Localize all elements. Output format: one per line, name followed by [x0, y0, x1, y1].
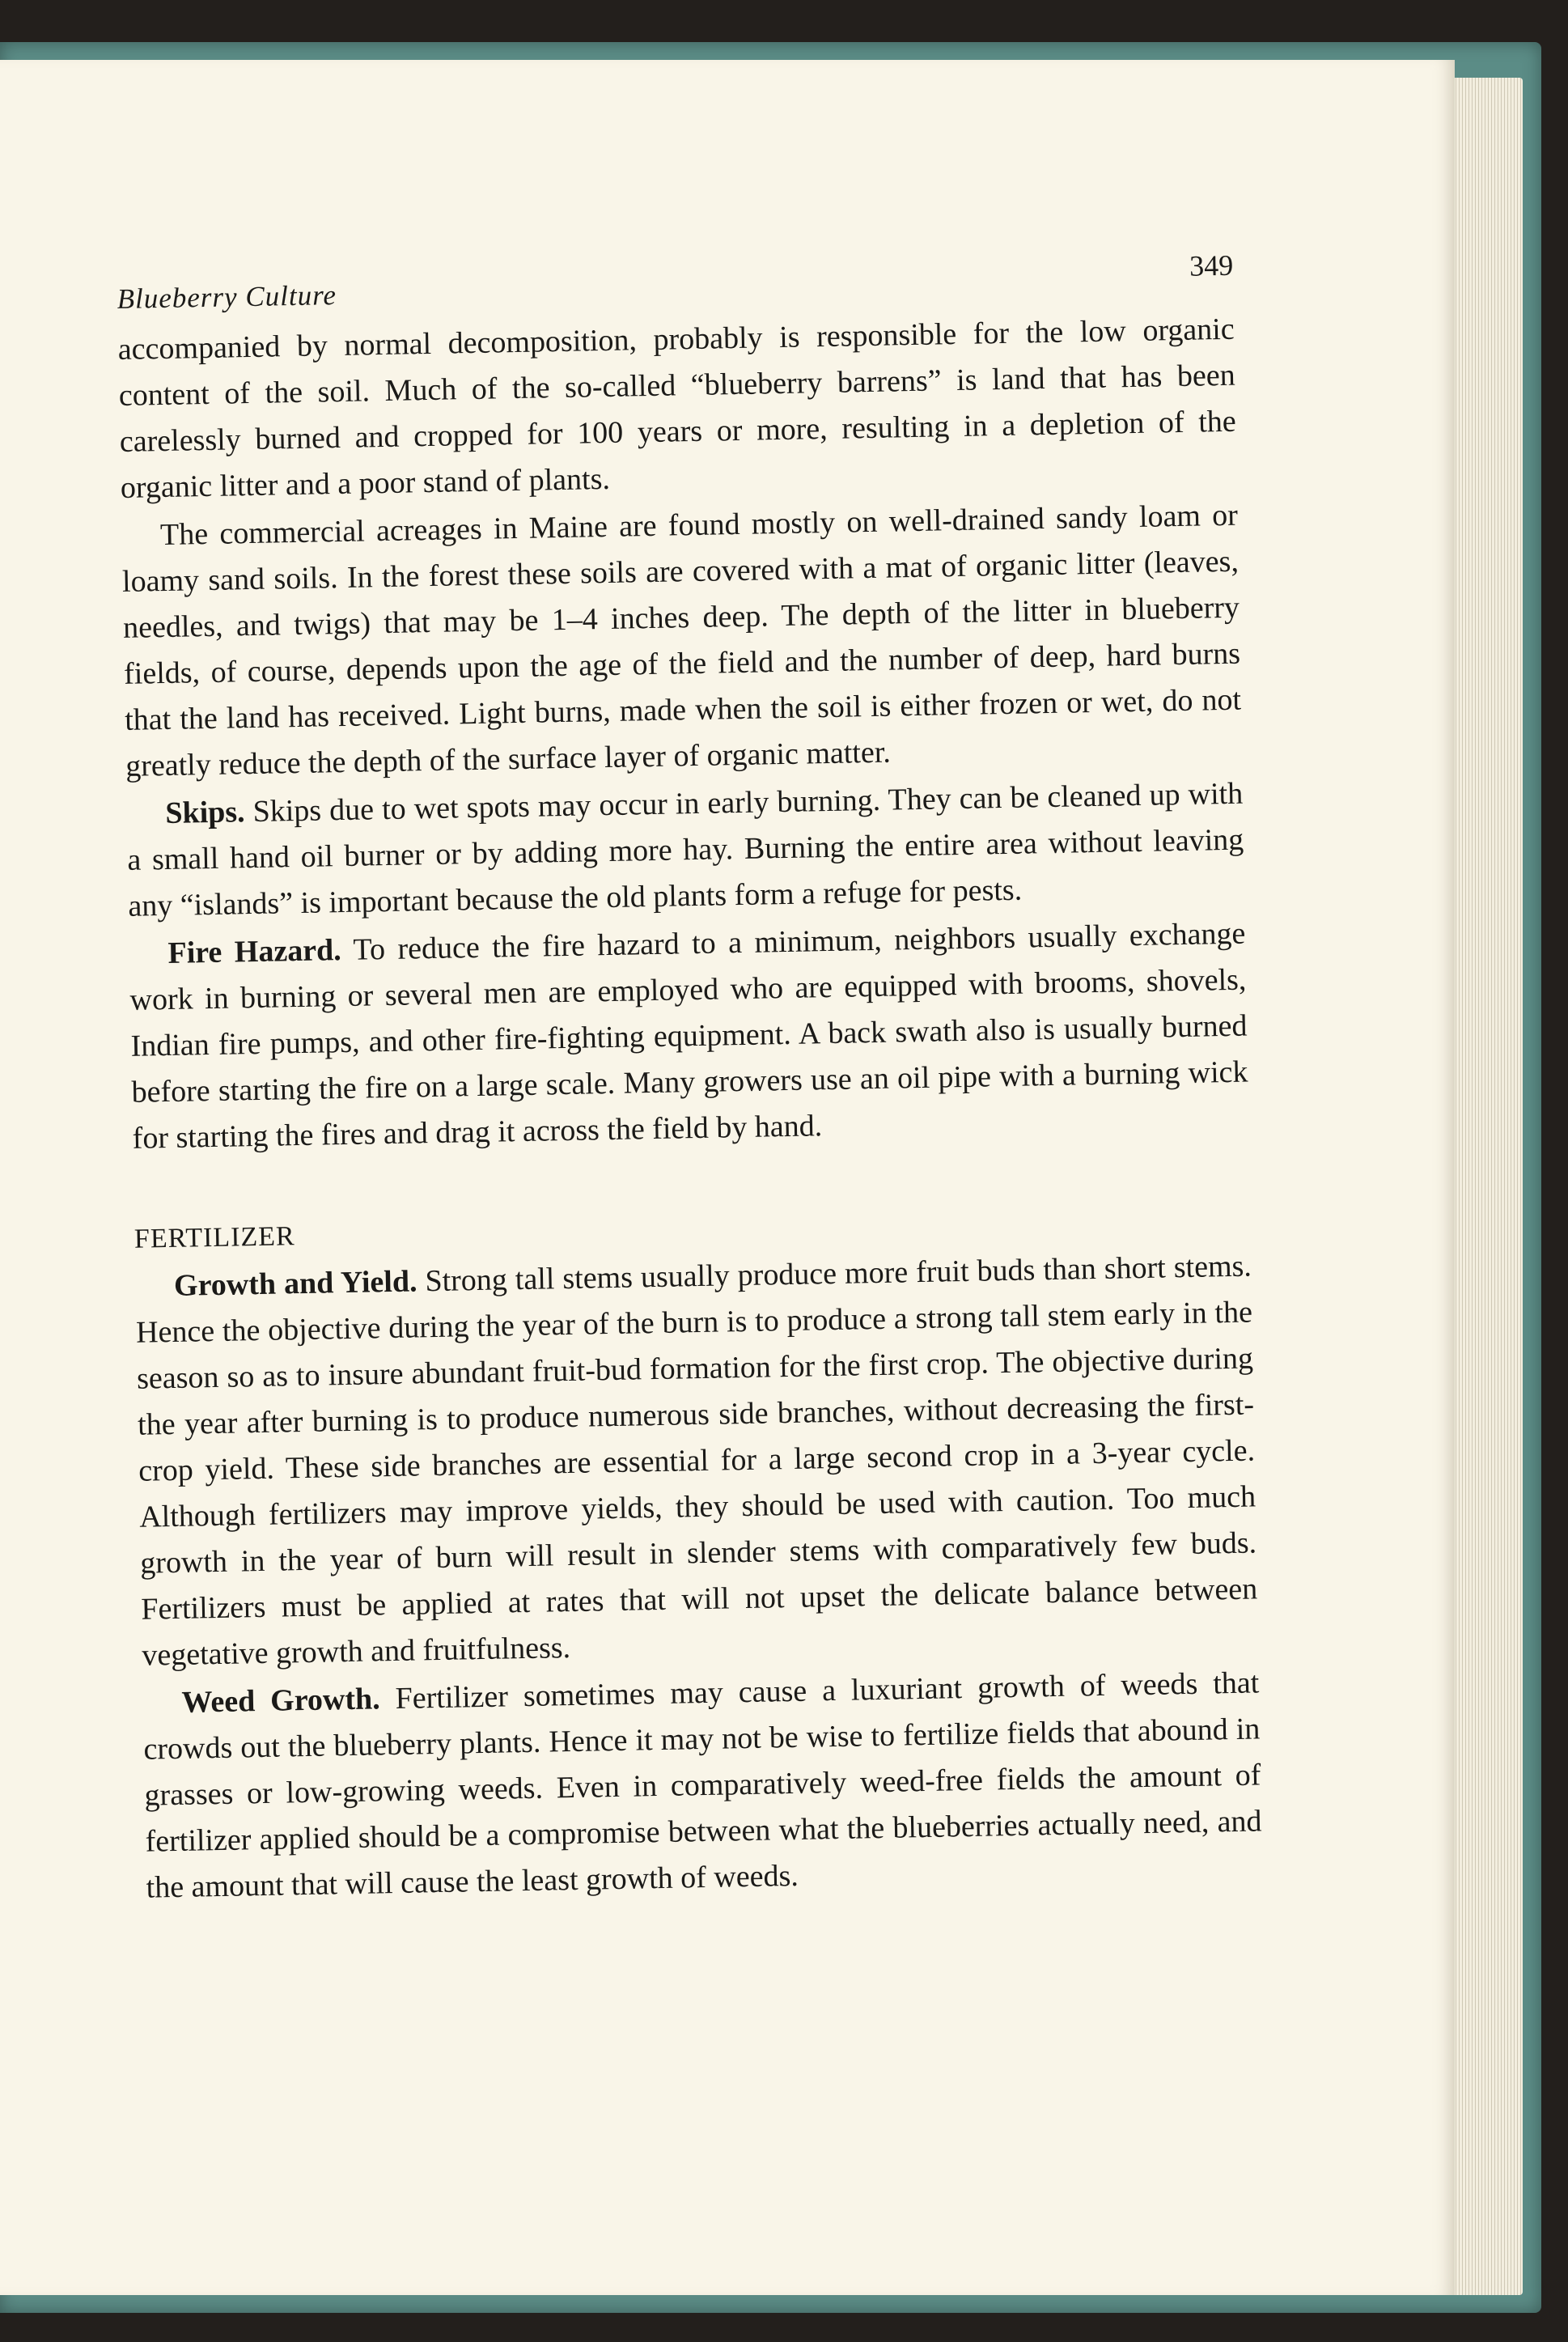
paragraph-text: The commercial acreages in Maine are found mostly on well-drained sandy loam or loamy sand soils. In the forest these soils are covered with a mat of organic litter (leaves, needles, and twigs) that may be 1–4 inches deep. The depth of the litter in blueberry fields, of course, depends upon the age of the field and the number of deep, hard burns that the land has received. Light burns, made when the soil is either frozen or wet, do not greatly reduce the depth of the surface layer of organic matter. — [121, 498, 1242, 783]
run-in-heading: Growth and Yield. — [173, 1264, 417, 1303]
section-heading: FERTILIZER — [133, 1221, 296, 1254]
text-block — [117, 248, 1263, 1911]
paragraph-text: Skips due to wet spots may occur in early burning. They can be cleaned up with a small hand oil burner or by adding more hay. Burning the entire area without leaving any “islands” is important because the old plants form a refuge for pests. — [127, 776, 1244, 923]
paragraph-growth-and-yield — [135, 1244, 1259, 1679]
paragraph-weed-growth — [142, 1660, 1263, 1911]
book-page — [0, 60, 1455, 2295]
run-in-heading: Fire Hazard. — [167, 933, 342, 970]
page-number: 349 — [1189, 248, 1234, 282]
paragraph-soils — [121, 493, 1243, 790]
running-title: Blueberry Culture — [117, 279, 337, 315]
paragraph-continuation — [117, 307, 1237, 511]
paragraph-text: Fertilizer sometimes may cause a luxuriant growth of weeds that crowds out the blueberry plants. Hence it may not be wise to fertilize fields that abound in grasses or low-growing weeds. Even in comparatively weed-free fields the amount of fertilizer applied should be a compromise between what the blueberries actually need, and the amount that will cause the least growth of weeds. — [143, 1665, 1262, 1905]
paragraph-text: Strong tall stems usually produce more fruit buds than short stems. Hence the objective during the year of the burn is to produce a strong tall stem early in the season so as to insure abundant fruit-bud formation for the first crop. The objective during the year after burning is to produce numerous side branches, without decreasing the first-crop yield. These side branches are essential for a large second crop in a 3-year cycle. Although fertilizers may improve yields, they should be used with caution. Too much growth in the year of burn will result in slender stems with comparatively few buds. Fertilizers must be applied at rates that will not upset the delicate balance between vegetative growth and fruitfulness. — [135, 1249, 1258, 1673]
paragraph-text: accompanied by normal decomposition, probably is responsible for the low organic content of the soil. Much of the so-called “blueberry barrens” is land that has been carelessly burned and cropped for 100 years or more, resulting in a depletion of the organic litter and a poor stand of plants. — [117, 312, 1237, 505]
run-in-heading: Weed Growth. — [181, 1682, 381, 1720]
paragraph-fire-hazard — [129, 911, 1249, 1162]
paragraph-skips — [126, 771, 1245, 930]
run-in-heading: Skips. — [164, 795, 245, 831]
paragraph-text: To reduce the fire hazard to a minimum, neighbors usually exchange work in burning or several men are employed who are equipped with brooms, shovels, Indian fire pumps, and other fire-fighting equipment. A back swath also is usually burned before starting the fire on a large scale. Many growers use an oil pipe with a burning wick for starting the fires and drag it across the field by hand. — [129, 916, 1248, 1156]
